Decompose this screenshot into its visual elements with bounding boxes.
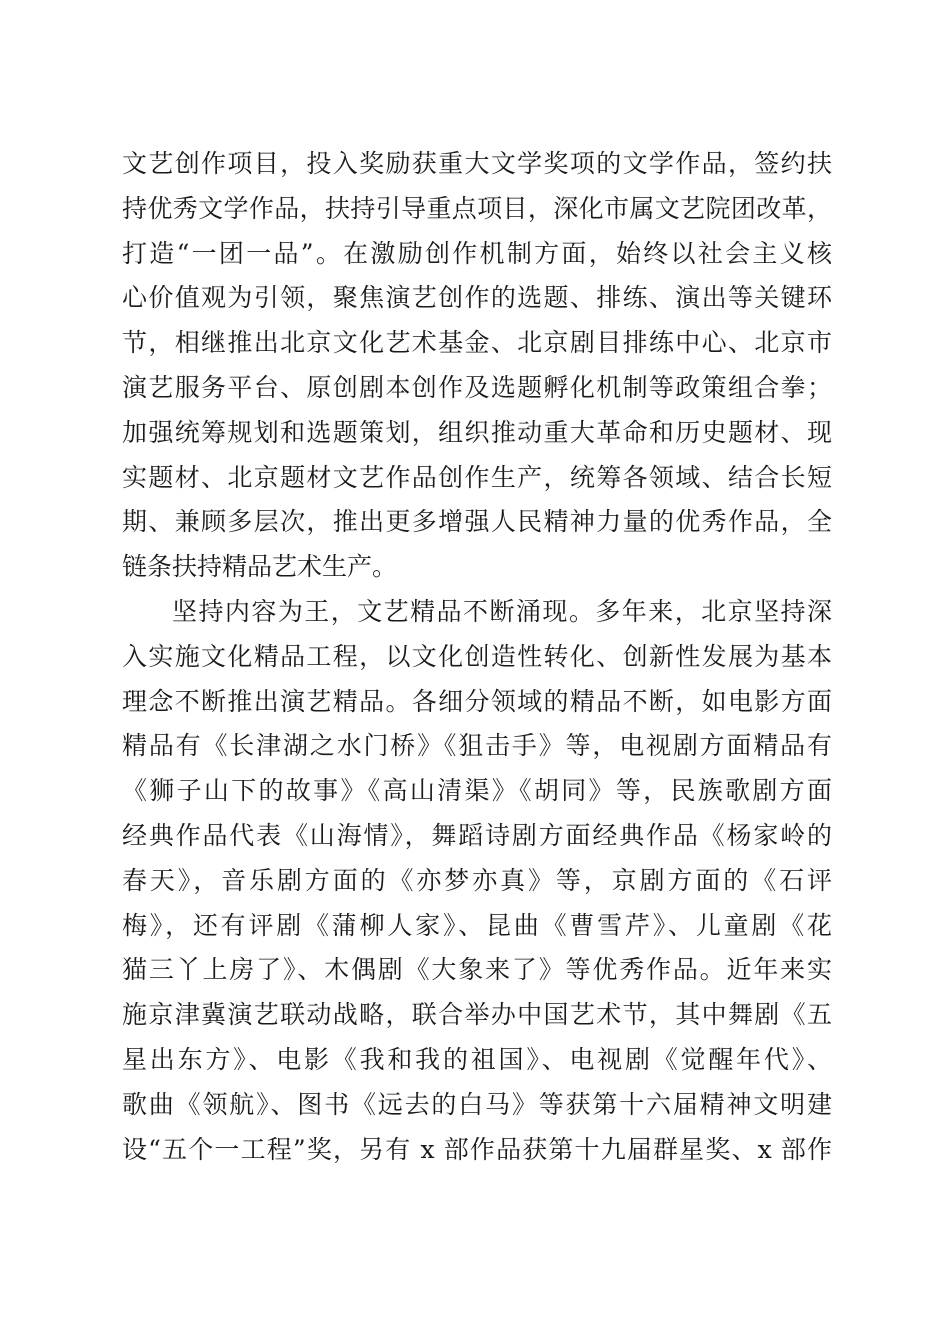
paragraph-line: 歌曲《领航》、图书《远去的白马》等获第十六届精神文明建 [122,1089,832,1119]
paragraph-line: 链条扶持精品艺术生产。 [122,552,398,582]
paragraph-line: 梅》，还有评剧《蒲柳人家》、昆曲《曹雪芹》、儿童剧《花 [122,910,832,940]
paragraph-line: 猫三丫上房了》、木偶剧《大象来了》等优秀作品。近年来实 [122,955,832,985]
paragraph-line: 实题材、北京题材文艺作品创作生产，统筹各领域、结合长短 [122,462,832,492]
paragraph-line: 精品有《长津湖之水门桥》《狙击手》等，电视剧方面精品有 [122,731,832,761]
paragraph-line: 打造“一团一品”。在激励创作机制方面，始终以社会主义核 [122,238,832,268]
paragraph-line: 《狮子山下的故事》《高山清渠》《胡同》等，民族歌剧方面 [122,776,832,806]
paragraph-line: 坚持内容为王，文艺精品不断涌现。多年来，北京坚持深 [172,597,832,626]
paragraph-line: 星出东方》、电影《我和我的祖国》、电视剧《觉醒年代》、 [122,1044,832,1074]
paragraph-line: 施京津冀演艺联动战略，联合举办中国艺术节，其中舞剧《五 [122,1000,832,1030]
paragraph-line: 心价值观为引领，聚焦演艺创作的选题、排练、演出等关键环 [122,283,832,313]
paragraph-1 [122,142,832,590]
paragraph-line: 春天》，音乐剧方面的《亦梦亦真》等，京剧方面的《石评 [122,865,832,895]
paragraph-line: 期、兼顾多层次，推出更多增强人民精神力量的优秀作品，全 [122,507,832,537]
paragraph-line: 入实施文化精品工程，以文化创造性转化、创新性发展为基本 [122,641,832,671]
paragraph-line: 理念不断推出演艺精品。各细分领域的精品不断，如电影方面 [122,686,832,716]
paragraph-line: 文艺创作项目，投入奖励获重大文学奖项的文学作品，签约扶 [122,149,832,178]
paragraph-2 [122,590,832,1172]
paragraph-line: 设“五个一工程”奖，另有 x 部作品获第十九届群星奖、x 部作 [122,1134,832,1164]
paragraph-line: 持优秀文学作品，扶持引导重点项目，深化市属文艺院团改革， [122,193,832,223]
paragraph-line: 经典作品代表《山海情》，舞蹈诗剧方面经典作品《杨家岭的 [122,820,832,850]
paragraph-line: 加强统筹规划和选题策划，组织推动重大革命和历史题材、现 [122,417,832,447]
paragraph-line: 演艺服务平台、原创剧本创作及选题孵化机制等政策组合拳； [122,372,832,402]
paragraph-line: 节，相继推出北京文化艺术基金、北京剧目排练中心、北京市 [122,328,832,358]
